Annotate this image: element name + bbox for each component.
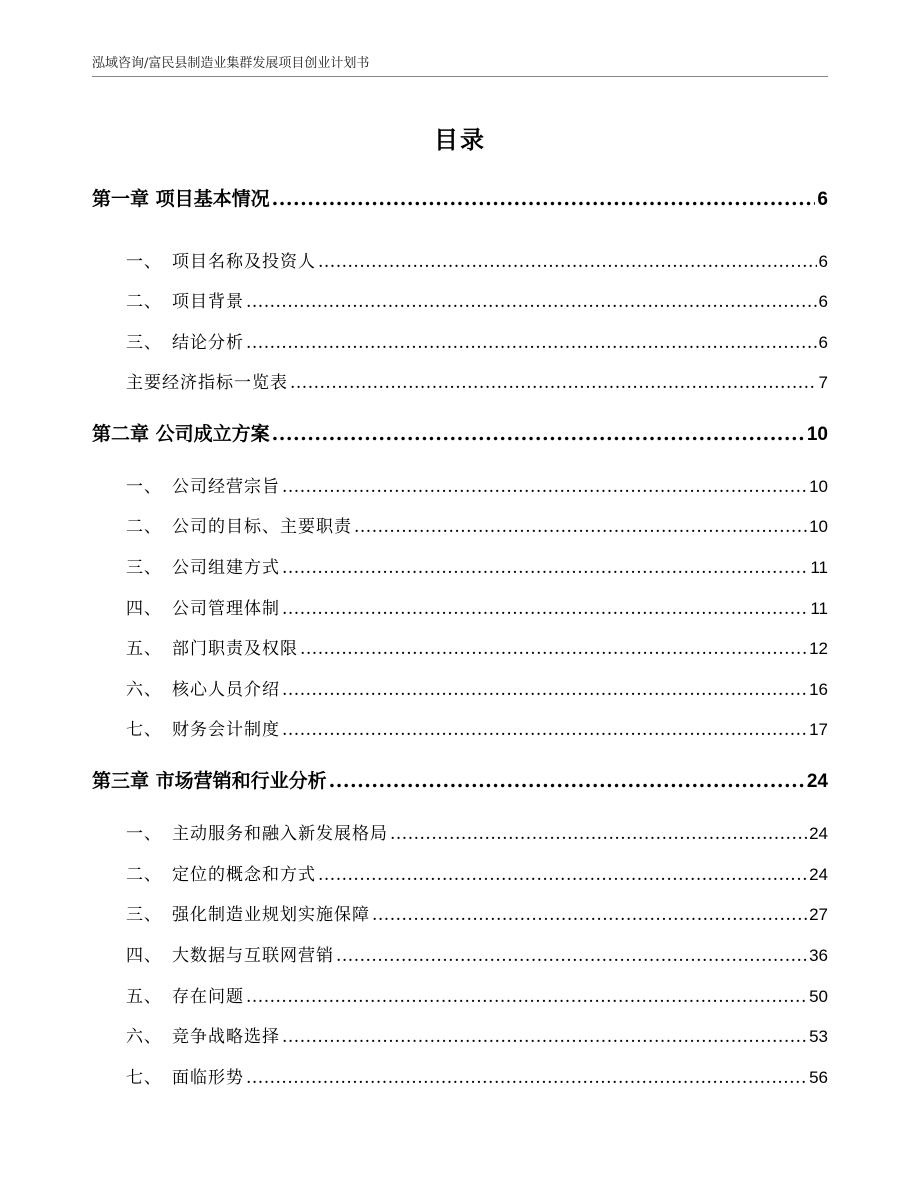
toc-page-number: 10 — [806, 424, 828, 445]
toc-page-number: 11 — [810, 599, 828, 618]
toc-page-number: 12 — [809, 639, 828, 658]
toc-entry-label: 五、 部门职责及权限 — [126, 639, 298, 659]
header-rule — [92, 76, 828, 77]
toc-section[interactable] — [92, 512, 828, 537]
toc-entry-label: 五、 存在问题 — [126, 987, 244, 1007]
toc-entry-label: 一、 主动服务和融入新发展格局 — [126, 824, 388, 844]
toc-section[interactable] — [92, 634, 828, 659]
toc-section[interactable] — [92, 715, 828, 740]
toc-section[interactable] — [92, 368, 828, 393]
toc-leader-dots — [282, 599, 808, 619]
toc-page-number: 50 — [809, 987, 828, 1006]
toc-entry-label: 第一章 项目基本情况 — [92, 188, 270, 210]
toc-section[interactable] — [92, 1022, 828, 1047]
toc-page-number: 53 — [809, 1027, 828, 1046]
toc-page-number: 7 — [818, 373, 828, 392]
running-header: 泓域咨询/富民县制造业集群发展项目创业计划书 — [92, 56, 370, 71]
toc-section[interactable] — [92, 594, 828, 619]
toc-entry-label: 三、 结论分析 — [126, 333, 244, 353]
toc-section[interactable] — [92, 472, 828, 497]
toc-entry-label: 六、 核心人员介绍 — [126, 680, 280, 700]
toc-page-number: 6 — [817, 189, 828, 210]
toc-leader-dots — [300, 639, 807, 659]
toc-leader-dots — [246, 292, 817, 312]
toc-entry-label: 四、 公司管理体制 — [126, 599, 280, 619]
toc-section[interactable] — [92, 1063, 828, 1088]
toc-leader-dots — [282, 680, 807, 700]
toc-entry-label: 三、 公司组建方式 — [126, 558, 280, 578]
toc-page-number: 24 — [809, 865, 828, 884]
toc-leader-dots — [290, 373, 817, 393]
toc-leader-dots — [282, 477, 807, 497]
toc-entry-label: 第二章 公司成立方案 — [92, 423, 270, 445]
toc-entry-label: 三、 强化制造业规划实施保障 — [126, 905, 370, 925]
toc-section[interactable] — [92, 819, 828, 844]
toc-page-number: 6 — [818, 252, 828, 271]
toc-page-number: 16 — [809, 680, 828, 699]
toc-section[interactable] — [92, 328, 828, 353]
toc-page-number: 10 — [809, 477, 828, 496]
toc-section[interactable] — [92, 675, 828, 700]
toc-title: 目录 — [434, 125, 486, 154]
toc-chapter-3[interactable] — [92, 766, 828, 793]
toc-section[interactable] — [92, 553, 828, 578]
toc-page-number: 24 — [806, 771, 828, 792]
toc-leader-dots — [282, 558, 808, 578]
toc-chapter-2[interactable] — [92, 419, 828, 446]
toc-leader-dots — [272, 423, 805, 445]
toc-leader-dots — [246, 987, 807, 1007]
toc-entry-label: 第三章 市场营销和行业分析 — [92, 770, 327, 792]
toc-leader-dots — [329, 770, 805, 792]
toc-section[interactable] — [92, 287, 828, 312]
toc-page-number: 11 — [810, 558, 828, 577]
toc-entry-label: 六、 竞争战略选择 — [126, 1027, 280, 1047]
toc-leader-dots — [282, 1027, 807, 1047]
toc-leader-dots — [318, 865, 807, 885]
toc-entry-label: 一、 公司经营宗旨 — [126, 477, 280, 497]
toc-section[interactable] — [92, 982, 828, 1007]
toc-section[interactable] — [92, 900, 828, 925]
toc-leader-dots — [246, 1068, 807, 1088]
toc-entry-label: 二、 公司的目标、主要职责 — [126, 517, 352, 537]
toc-entry-label: 七、 面临形势 — [126, 1068, 244, 1088]
toc-page-number: 6 — [818, 292, 828, 311]
toc-page-number: 10 — [809, 517, 828, 536]
toc-entry-label: 主要经济指标一览表 — [126, 373, 288, 393]
toc-page-number: 24 — [809, 824, 828, 843]
toc-leader-dots — [336, 946, 807, 966]
toc-chapter-1[interactable] — [92, 184, 828, 211]
toc-page-number: 56 — [809, 1068, 828, 1087]
toc-leader-dots — [318, 252, 817, 272]
toc-page-number: 27 — [809, 905, 828, 924]
toc-leader-dots — [390, 824, 807, 844]
toc-entry-label: 二、 项目背景 — [126, 292, 244, 312]
toc-entry-label: 七、 财务会计制度 — [126, 720, 280, 740]
toc-section[interactable] — [92, 247, 828, 272]
toc-entry-label: 四、 大数据与互联网营销 — [126, 946, 334, 966]
toc-page-number: 6 — [818, 333, 828, 352]
toc-leader-dots — [246, 333, 817, 353]
toc-leader-dots — [282, 720, 807, 740]
toc-section[interactable] — [92, 941, 828, 966]
toc-section[interactable] — [92, 860, 828, 885]
toc-entry-label: 二、 定位的概念和方式 — [126, 865, 316, 885]
toc-entry-label: 一、 项目名称及投资人 — [126, 252, 316, 272]
toc-page-number: 36 — [809, 946, 828, 965]
toc-page-number: 17 — [809, 720, 828, 739]
toc-leader-dots — [372, 905, 807, 925]
toc-leader-dots — [272, 188, 816, 210]
toc-leader-dots — [354, 517, 807, 537]
